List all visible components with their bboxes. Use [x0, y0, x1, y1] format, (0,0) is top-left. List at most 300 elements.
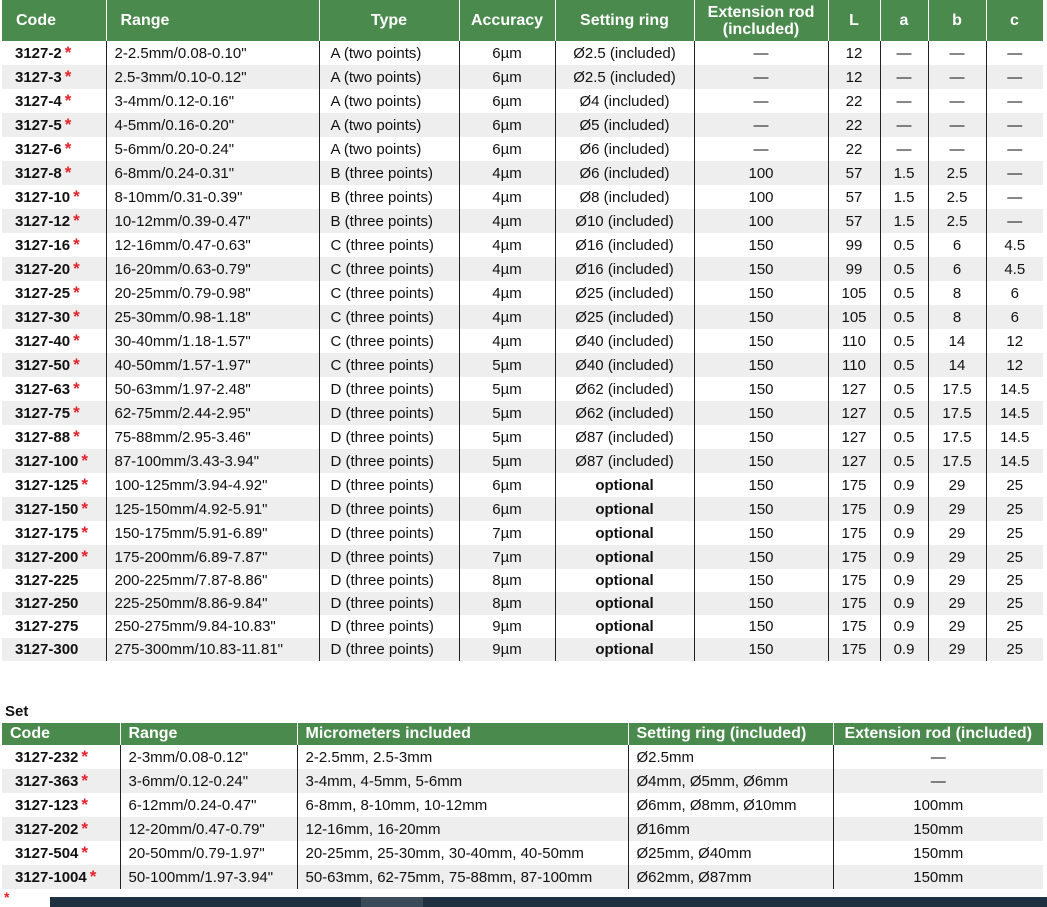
cell-text: 3-4mm/0.12-0.16" — [114, 92, 235, 110]
table-cell — [928, 521, 986, 545]
table-cell — [459, 497, 555, 521]
cell-text: 150mm — [913, 844, 964, 862]
table-cell — [928, 89, 986, 113]
cell-text: — — [896, 92, 912, 110]
cell-text: 4µm — [492, 260, 522, 278]
table-cell — [986, 305, 1043, 329]
table-cell — [319, 161, 459, 185]
new-item-star: * — [73, 403, 80, 422]
cell-text: 7µm — [492, 548, 522, 566]
cell-text: — — [949, 116, 965, 134]
cell-text: 7µm — [492, 524, 522, 542]
cell-text: 3-6mm/0.12-0.24" — [128, 772, 249, 790]
cell-text: Ø4mm, Ø5mm, Ø6mm — [636, 772, 789, 790]
cell-text: 2.5 — [946, 164, 968, 182]
cell-text: 3127-2 — [15, 45, 62, 62]
cell-text: Ø8 (included) — [579, 188, 670, 206]
table-cell — [319, 377, 459, 401]
table-cell — [880, 615, 928, 638]
table-cell — [106, 161, 319, 185]
new-item-star: * — [73, 427, 80, 446]
table-cell — [694, 329, 828, 353]
new-item-star: * — [64, 163, 72, 182]
cell-text: 6-8mm, 8-10mm, 10-12mm — [305, 796, 488, 814]
cell-text: 4µm — [492, 308, 522, 326]
table-cell — [828, 185, 880, 209]
cell-text: 3127-300 — [15, 641, 79, 658]
table-cell — [880, 89, 928, 113]
table-cell — [459, 449, 555, 473]
cell-text: 8 — [952, 284, 962, 302]
new-item-star: * — [73, 307, 80, 326]
table-cell — [459, 41, 555, 65]
cell-text: 5µm — [492, 380, 522, 398]
cell-text: 150mm — [913, 868, 964, 886]
cell-text: 14.5 — [1000, 404, 1030, 422]
cell-text: 3127-200 — [15, 549, 79, 566]
table-cell — [459, 185, 555, 209]
table-cell — [106, 89, 319, 113]
set-row — [2, 817, 1043, 841]
cell-text: 127 — [841, 380, 867, 398]
table-cell — [555, 545, 694, 569]
cell-text: 9µm — [492, 618, 522, 635]
table-cell — [555, 449, 694, 473]
table-cell — [928, 233, 986, 257]
table-cell — [2, 377, 106, 401]
cell-text: 3127-363 — [15, 773, 79, 790]
footnote-star: * — [4, 889, 10, 905]
cell-text: 150 — [748, 524, 774, 542]
table-cell — [459, 89, 555, 113]
cell-text: 175 — [841, 524, 867, 542]
cell-text: 3127-16 — [15, 237, 71, 254]
cell-text: Ø4 (included) — [579, 92, 670, 110]
table-cell — [459, 521, 555, 545]
cell-text: A (two points) — [330, 140, 422, 158]
table-cell — [319, 497, 459, 521]
table-cell — [928, 449, 986, 473]
table-cell — [694, 473, 828, 497]
cell-text: 3127-40 — [15, 333, 71, 350]
table-cell — [555, 329, 694, 353]
table-cell — [928, 185, 986, 209]
new-item-star: * — [81, 819, 89, 838]
cell-text: 3127-4 — [15, 93, 62, 110]
cell-text: 0.9 — [893, 618, 915, 635]
table-cell — [459, 353, 555, 377]
cell-text: D (three points) — [330, 500, 434, 518]
set-cell — [120, 793, 297, 817]
cell-text: D (three points) — [330, 595, 434, 612]
table-cell — [986, 377, 1043, 401]
cell-text: 3127-1004 — [15, 869, 87, 886]
cell-text: 0.9 — [893, 548, 915, 566]
table-cell — [986, 137, 1043, 161]
table-cell — [106, 113, 319, 137]
table-cell — [319, 185, 459, 209]
cell-text: 57 — [845, 188, 863, 206]
table-cell — [828, 569, 880, 592]
new-item-star: * — [73, 283, 80, 302]
table-cell — [555, 569, 694, 592]
cell-text: 6 — [1010, 284, 1019, 302]
set-row — [2, 793, 1043, 817]
table-cell — [106, 638, 319, 661]
cell-text: 14.5 — [1000, 380, 1030, 398]
table-cell — [986, 449, 1043, 473]
table-cell — [2, 497, 106, 521]
cell-text: A (two points) — [330, 92, 422, 110]
table-row — [2, 185, 1043, 209]
cell-text: — — [1007, 116, 1023, 134]
cell-text: 150 — [748, 572, 774, 589]
specs-header-cell: a — [880, 0, 928, 41]
cell-text: 0.9 — [893, 595, 915, 612]
table-cell — [928, 473, 986, 497]
table-cell — [828, 449, 880, 473]
cell-text: 20-25mm/0.79-0.98" — [114, 284, 251, 302]
cell-text: 150 — [748, 260, 774, 278]
cell-text: 17.5 — [942, 380, 972, 398]
new-item-star: * — [81, 747, 89, 766]
cell-text: 16-20mm/0.63-0.79" — [114, 260, 251, 278]
table-cell — [555, 209, 694, 233]
set-cell — [120, 841, 297, 865]
cell-text: 14 — [948, 356, 966, 374]
table-cell — [986, 281, 1043, 305]
cell-text: 4-5mm/0.16-0.20" — [114, 116, 235, 134]
cell-text: 1.5 — [893, 164, 915, 182]
set-cell — [120, 817, 297, 841]
table-cell — [2, 281, 106, 305]
set-cell — [628, 841, 833, 865]
cell-text: — — [753, 68, 769, 86]
cell-text: 150 — [748, 428, 774, 446]
cell-text: 0.5 — [893, 284, 915, 302]
cell-text: 99 — [845, 260, 863, 278]
table-cell — [319, 353, 459, 377]
cell-text: — — [1007, 188, 1023, 206]
cell-text: Ø16 (included) — [575, 236, 674, 254]
table-cell — [459, 113, 555, 137]
set-cell — [2, 841, 120, 865]
cell-text: 6 — [952, 236, 962, 254]
cell-text: B (three points) — [330, 212, 434, 230]
cell-text: 22 — [845, 92, 863, 110]
new-item-star: * — [81, 547, 89, 566]
cell-text: 0.5 — [893, 236, 915, 254]
cell-text: 2-2.5mm/0.08-0.10" — [114, 44, 247, 62]
cell-text: 3127-175 — [15, 525, 79, 542]
cell-text: 3127-10 — [15, 189, 71, 206]
cell-text: B (three points) — [330, 164, 434, 182]
table-cell — [106, 185, 319, 209]
table-cell — [319, 41, 459, 65]
cell-text: 5µm — [492, 452, 522, 470]
cell-text: 29 — [948, 476, 966, 494]
table-cell — [828, 473, 880, 497]
cell-text: 17.5 — [942, 428, 972, 446]
set-cell — [2, 865, 120, 889]
cell-text: 25 — [1006, 641, 1024, 658]
set-cell — [120, 865, 297, 889]
cell-text: 3127-123 — [15, 797, 79, 814]
table-cell — [880, 638, 928, 661]
cell-text: 57 — [845, 212, 863, 230]
cell-text: — — [930, 748, 946, 766]
cell-text: 175 — [841, 500, 867, 518]
set-cell — [120, 745, 297, 769]
table-cell — [106, 329, 319, 353]
table-row — [2, 353, 1043, 377]
cell-text: 12 — [1006, 356, 1024, 374]
cell-text: 3127-232 — [15, 749, 79, 766]
table-cell — [459, 545, 555, 569]
set-cell — [297, 793, 628, 817]
cell-text: — — [1007, 164, 1023, 182]
table-cell — [319, 137, 459, 161]
cell-text: 6µm — [492, 500, 522, 518]
cell-text: C (three points) — [330, 356, 434, 374]
specs-header-cell: c — [986, 0, 1043, 41]
table-cell — [555, 257, 694, 281]
cell-text: 8µm — [492, 572, 522, 589]
cell-text: 150 — [748, 548, 774, 566]
table-cell — [459, 281, 555, 305]
table-cell — [319, 473, 459, 497]
cell-text: Ø62 (included) — [575, 380, 674, 398]
cell-text: 5-6mm/0.20-0.24" — [114, 140, 235, 158]
cell-text: 6µm — [492, 476, 522, 494]
cell-text: 127 — [841, 404, 867, 422]
cell-text: — — [1007, 212, 1023, 230]
table-cell — [828, 113, 880, 137]
set-cell — [297, 745, 628, 769]
table-cell — [828, 305, 880, 329]
cell-text: Ø6mm, Ø8mm, Ø10mm — [636, 796, 797, 814]
table-cell — [880, 473, 928, 497]
table-cell — [928, 569, 986, 592]
table-cell — [828, 329, 880, 353]
cell-text: 3127-250 — [15, 595, 79, 612]
table-cell — [2, 137, 106, 161]
table-cell — [880, 305, 928, 329]
table-cell — [459, 377, 555, 401]
cell-text: 4µm — [492, 236, 522, 254]
cell-text: 6-8mm/0.24-0.31" — [114, 164, 235, 182]
set-section-title: Set — [5, 703, 29, 720]
table-cell — [880, 65, 928, 89]
cell-text: 150 — [748, 641, 774, 658]
table-cell — [880, 545, 928, 569]
set-header-cell: Setting ring (included) — [628, 723, 833, 745]
table-cell — [555, 638, 694, 661]
cell-text: 0.5 — [893, 428, 915, 446]
table-cell — [106, 353, 319, 377]
cell-text: Ø25 (included) — [575, 308, 674, 326]
cell-text: 175 — [841, 595, 867, 612]
cell-text: 3-4mm, 4-5mm, 5-6mm — [305, 772, 463, 790]
cell-text: 0.9 — [893, 572, 915, 589]
table-cell — [555, 89, 694, 113]
table-cell — [880, 521, 928, 545]
table-cell — [319, 65, 459, 89]
new-item-star: * — [64, 67, 72, 86]
cell-text: 150 — [748, 308, 774, 326]
table-cell — [928, 545, 986, 569]
cell-text: — — [896, 140, 912, 158]
cell-text: 100mm — [913, 796, 964, 814]
cell-text: C (three points) — [330, 332, 434, 350]
cell-text: C (three points) — [330, 284, 434, 302]
table-cell — [2, 305, 106, 329]
table-cell — [880, 425, 928, 449]
cell-text: 0.5 — [893, 308, 915, 326]
table-cell — [555, 137, 694, 161]
table-cell — [319, 425, 459, 449]
cell-text: D (three points) — [330, 452, 434, 470]
table-cell — [106, 545, 319, 569]
cell-text: D (three points) — [330, 641, 434, 658]
table-cell — [986, 161, 1043, 185]
cell-text: 4µm — [492, 284, 522, 302]
table-cell — [459, 569, 555, 592]
table-cell — [828, 615, 880, 638]
table-cell — [928, 65, 986, 89]
table-cell — [694, 65, 828, 89]
table-cell — [986, 569, 1043, 592]
table-cell — [555, 521, 694, 545]
table-cell — [555, 592, 694, 615]
table-cell — [106, 521, 319, 545]
cell-text: 29 — [948, 572, 966, 589]
set-cell — [297, 769, 628, 793]
cell-text: 0.5 — [893, 404, 915, 422]
cell-text: 3127-50 — [15, 357, 71, 374]
table-cell — [319, 615, 459, 638]
cell-text: 3127-20 — [15, 261, 71, 278]
table-cell — [828, 41, 880, 65]
cell-text: — — [896, 44, 912, 62]
cell-text: 10-12mm/0.39-0.47" — [114, 212, 251, 230]
cell-text: 150 — [748, 404, 774, 422]
bottom-scroll-bar[interactable] — [50, 897, 1047, 907]
cell-text: 3127-30 — [15, 309, 71, 326]
new-item-star: * — [89, 867, 97, 886]
table-row — [2, 497, 1043, 521]
table-row — [2, 638, 1043, 661]
cell-text: 150 — [748, 356, 774, 374]
new-item-star: * — [81, 475, 89, 494]
table-cell — [880, 569, 928, 592]
new-item-star: * — [81, 523, 89, 542]
cell-text: — — [949, 44, 965, 62]
cell-text: 12-20mm/0.47-0.79" — [128, 820, 265, 838]
cell-text: 110 — [842, 332, 866, 350]
table-cell — [106, 65, 319, 89]
new-item-star: * — [73, 379, 80, 398]
table-cell — [106, 425, 319, 449]
table-cell — [986, 592, 1043, 615]
cell-text: 9µm — [492, 641, 522, 658]
set-header-row — [2, 723, 1043, 745]
table-cell — [986, 521, 1043, 545]
table-cell — [928, 137, 986, 161]
table-cell — [319, 329, 459, 353]
table-cell — [694, 545, 828, 569]
cell-text: — — [896, 68, 912, 86]
table-cell — [319, 209, 459, 233]
table-row — [2, 113, 1043, 137]
cell-text: 2.5 — [946, 212, 968, 230]
cell-text: 6 — [1010, 308, 1019, 326]
cell-text: 3127-3 — [15, 69, 62, 86]
table-cell — [880, 449, 928, 473]
set-header-cell: Micrometers included — [297, 723, 628, 745]
cell-text: 25 — [1006, 572, 1024, 589]
cell-text: Ø25 (included) — [575, 284, 674, 302]
table-cell — [880, 209, 928, 233]
table-cell — [694, 185, 828, 209]
cell-text: 6µm — [492, 140, 522, 158]
table-cell — [2, 545, 106, 569]
cell-text: 3127-275 — [15, 618, 79, 635]
table-cell — [319, 233, 459, 257]
cell-text: 3127-12 — [15, 213, 71, 230]
cell-text: 4µm — [492, 332, 522, 350]
table-cell — [555, 233, 694, 257]
table-cell — [555, 615, 694, 638]
table-cell — [986, 329, 1043, 353]
table-cell — [828, 353, 880, 377]
cell-text: 87-100mm/3.43-3.94" — [114, 452, 260, 470]
cell-text: 3127-6 — [15, 141, 62, 158]
table-cell — [986, 41, 1043, 65]
cell-text: 62-75mm/2.44-2.95" — [114, 404, 251, 422]
table-cell — [880, 353, 928, 377]
cell-text: optional — [595, 618, 654, 635]
table-cell — [880, 137, 928, 161]
table-cell — [555, 425, 694, 449]
table-cell — [828, 281, 880, 305]
set-table — [2, 723, 1043, 889]
cell-text: 100 — [748, 212, 774, 230]
table-cell — [459, 401, 555, 425]
cell-text: 12-16mm, 16-20mm — [305, 820, 441, 838]
table-cell — [880, 161, 928, 185]
cell-text: 75-88mm/2.95-3.46" — [114, 428, 251, 446]
table-cell — [694, 377, 828, 401]
table-row — [2, 209, 1043, 233]
cell-text: 20-50mm/0.79-1.97" — [128, 844, 265, 862]
cell-text: 25 — [1006, 618, 1024, 635]
table-row — [2, 41, 1043, 65]
set-cell — [628, 817, 833, 841]
table-cell — [828, 209, 880, 233]
table-cell — [928, 638, 986, 661]
table-cell — [459, 161, 555, 185]
cell-text: 4.5 — [1004, 260, 1026, 278]
cell-text: 99 — [845, 236, 863, 254]
table-cell — [928, 497, 986, 521]
table-cell — [694, 281, 828, 305]
scroll-thumb[interactable] — [361, 897, 423, 907]
table-cell — [2, 113, 106, 137]
cell-text: optional — [595, 524, 654, 542]
cell-text: 50-63mm, 62-75mm, 75-88mm, 87-100mm — [305, 868, 593, 886]
table-cell — [319, 89, 459, 113]
